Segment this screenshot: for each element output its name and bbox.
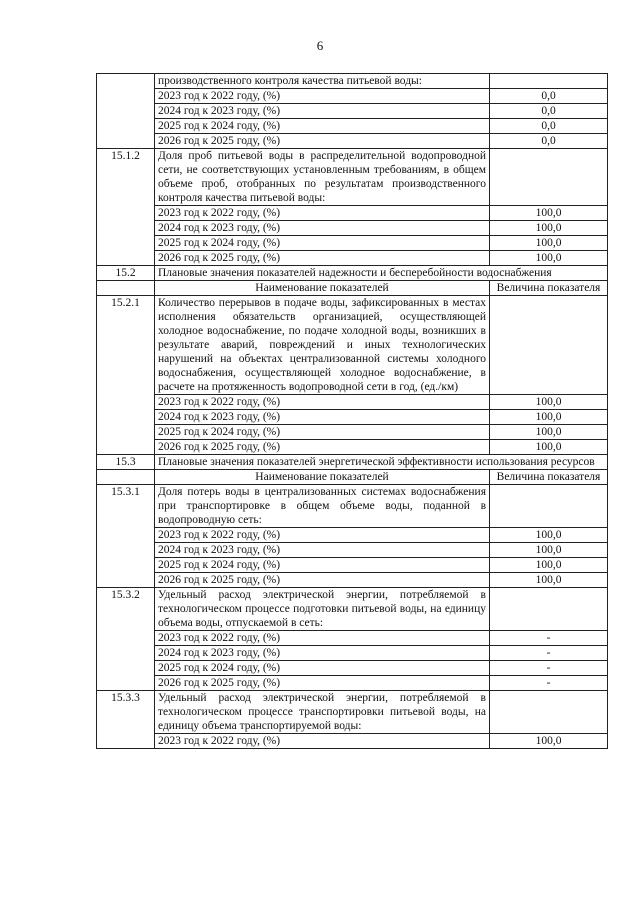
section-title: Плановые значения показателей надежности и бесперебойности водоснабжения — [155, 266, 608, 281]
year-row — [97, 395, 608, 410]
indicator-value — [490, 691, 608, 734]
indicator-number: 15.1.2 — [97, 149, 155, 266]
section-number: 15.2 — [97, 266, 155, 281]
year-label: 2023 год к 2022 году, (%) — [155, 89, 490, 104]
section-number: 15.3 — [97, 455, 155, 470]
year-row — [97, 543, 608, 558]
year-label: 2025 год к 2024 году, (%) — [155, 119, 490, 134]
year-row — [97, 251, 608, 266]
year-label: 2025 год к 2024 году, (%) — [155, 425, 490, 440]
year-row — [97, 89, 608, 104]
year-row — [97, 206, 608, 221]
year-row — [97, 734, 608, 749]
indicator-value: 100,0 — [490, 221, 608, 236]
year-label: 2024 год к 2023 году, (%) — [155, 543, 490, 558]
year-label: 2023 год к 2022 году, (%) — [155, 528, 490, 543]
year-row — [97, 221, 608, 236]
year-row — [97, 119, 608, 134]
year-label: 2026 год к 2025 году, (%) — [155, 573, 490, 588]
section-row — [97, 266, 608, 281]
year-label: 2024 год к 2023 году, (%) — [155, 104, 490, 119]
indicator-row — [97, 149, 608, 206]
year-row — [97, 646, 608, 661]
indicator-value — [490, 149, 608, 206]
indicator-row — [97, 691, 608, 734]
year-label: 2024 год к 2023 году, (%) — [155, 646, 490, 661]
indicator-value: 100,0 — [490, 251, 608, 266]
header-value-cell: Величина показателя — [490, 470, 608, 485]
indicator-value: 100,0 — [490, 440, 608, 455]
indicator-value — [490, 588, 608, 631]
indicator-description: Удельный расход электрической энергии, потребляемой в технологическом процессе транспортировки питьевой воды, на единицу объема транспортируемой воды: — [155, 691, 490, 734]
indicator-value: - — [490, 661, 608, 676]
year-label: 2026 год к 2025 году, (%) — [155, 440, 490, 455]
indicator-value: 0,0 — [490, 89, 608, 104]
indicator-value: 0,0 — [490, 119, 608, 134]
indicator-value: 100,0 — [490, 206, 608, 221]
indicator-value: 100,0 — [490, 734, 608, 749]
indicator-number: 15.3.3 — [97, 691, 155, 749]
indicator-row — [97, 74, 608, 89]
table-header-row — [97, 281, 608, 296]
indicator-description: Удельный расход электрической энергии, потребляемой в технологическом процессе подготовки питьевой воды, на единицу объема воды, отпускаемой в сеть: — [155, 588, 490, 631]
year-label: 2026 год к 2025 году, (%) — [155, 251, 490, 266]
year-label: 2024 год к 2023 году, (%) — [155, 221, 490, 236]
indicator-row — [97, 588, 608, 631]
year-row — [97, 236, 608, 251]
year-row — [97, 631, 608, 646]
year-label: 2025 год к 2024 году, (%) — [155, 236, 490, 251]
indicator-description: производственного контроля качества питьевой воды: — [155, 74, 490, 89]
indicator-value: - — [490, 676, 608, 691]
indicator-value: - — [490, 646, 608, 661]
header-name-cell: Наименование показателей — [155, 281, 490, 296]
year-row — [97, 410, 608, 425]
indicator-value: 100,0 — [490, 410, 608, 425]
year-row — [97, 425, 608, 440]
header-value-cell: Величина показателя — [490, 281, 608, 296]
section-title: Плановые значения показателей энергетической эффективности использования ресурсов — [155, 455, 608, 470]
year-row — [97, 528, 608, 543]
year-row — [97, 104, 608, 119]
indicator-value: - — [490, 631, 608, 646]
indicator-number: 15.3.1 — [97, 485, 155, 588]
indicator-value — [490, 485, 608, 528]
year-label: 2023 год к 2022 году, (%) — [155, 631, 490, 646]
indicator-number — [97, 470, 155, 485]
year-label: 2026 год к 2025 году, (%) — [155, 134, 490, 149]
indicator-value: 100,0 — [490, 558, 608, 573]
indicator-value: 0,0 — [490, 134, 608, 149]
indicator-number: 15.3.2 — [97, 588, 155, 691]
indicator-number — [97, 74, 155, 149]
indicator-value — [490, 74, 608, 89]
header-name-cell: Наименование показателей — [155, 470, 490, 485]
indicator-description: Количество перерывов в подаче воды, зафиксированных в местах исполнения обязательств организацией, осуществляющей холодное водоснабжение, по подаче холодной воды, возникших в результате аварий, повреждений и иных технологических нарушений на объектах централизованной системы холодного водоснабжения, осуществляющей холодное водоснабжение, в расчете на протяженность водопроводной сети в год, (ед./км) — [155, 296, 490, 395]
year-row — [97, 134, 608, 149]
year-label: 2023 год к 2022 году, (%) — [155, 206, 490, 221]
indicators-table — [96, 73, 608, 749]
year-row — [97, 440, 608, 455]
indicator-value: 100,0 — [490, 395, 608, 410]
year-row — [97, 573, 608, 588]
year-label: 2023 год к 2022 году, (%) — [155, 734, 490, 749]
section-row — [97, 455, 608, 470]
indicator-value: 0,0 — [490, 104, 608, 119]
indicator-value: 100,0 — [490, 543, 608, 558]
indicator-value: 100,0 — [490, 573, 608, 588]
indicator-row — [97, 296, 608, 395]
indicator-description: Доля проб питьевой воды в распределительной водопроводной сети, не соответствующих установленным требованиям, в общем объеме проб, отобранных по результатам производственного контроля качества питьевой воды: — [155, 149, 490, 206]
indicator-value: 100,0 — [490, 236, 608, 251]
year-row — [97, 676, 608, 691]
indicator-value: 100,0 — [490, 425, 608, 440]
year-row — [97, 661, 608, 676]
indicator-value — [490, 296, 608, 395]
year-label: 2025 год к 2024 году, (%) — [155, 558, 490, 573]
table-header-row — [97, 470, 608, 485]
indicator-number: 15.2.1 — [97, 296, 155, 455]
year-row — [97, 558, 608, 573]
year-label: 2025 год к 2024 году, (%) — [155, 661, 490, 676]
year-label: 2026 год к 2025 году, (%) — [155, 676, 490, 691]
indicator-number — [97, 281, 155, 296]
page-number: 6 — [316, 38, 324, 53]
year-label: 2023 год к 2022 году, (%) — [155, 395, 490, 410]
indicator-description: Доля потерь воды в централизованных системах водоснабжения при транспортировке в общем объеме воды, поданной в водопроводную сеть: — [155, 485, 490, 528]
indicator-value: 100,0 — [490, 528, 608, 543]
year-label: 2024 год к 2023 году, (%) — [155, 410, 490, 425]
indicator-row — [97, 485, 608, 528]
